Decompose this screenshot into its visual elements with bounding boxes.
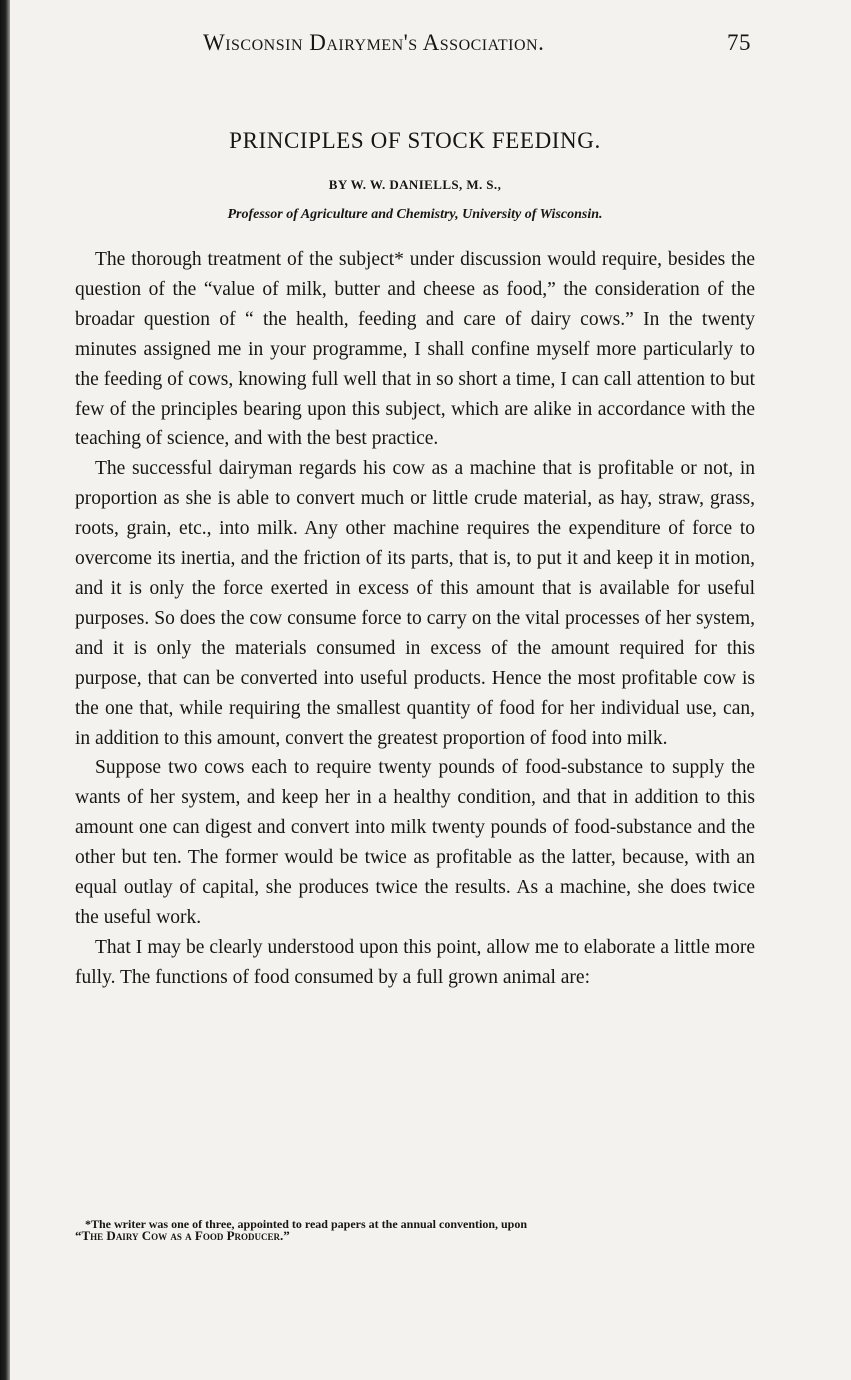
page-binding-edge [0,0,10,1380]
page-number: 75 [727,30,751,55]
article-body [75,245,755,993]
paragraph-3: Suppose two cows each to require twenty pounds of food-substance to supply the wants of her system, and keep her in a healthy condition, and that in addition to this amount one can digest and convert into milk twenty pounds of food-substance and the other but ten. The former would be twice as profitable as the latter, because, with an equal outlay of capital, she produces twice the results. As a machine, she does twice the useful work. [75,757,755,928]
article-byline: BY W. W. DANIELLS, M. S., [328,177,502,192]
article-title: PRINCIPLES OF STOCK FEEDING. [229,128,601,153]
footnote-text: *The writer was one of three, appointed to read papers at the annual convention, upon [85,1217,528,1231]
running-head-title: Wisconsin Dairymen's Association. [203,30,545,55]
paragraph-2: The successful dairyman regards his cow as a machine that is profitable or not, in proportion as she is able to convert much or little crude material, as hay, straw, grass, roots, grain, etc., into milk. Any other machine requires the expenditure of force to overcome its inertia, and the friction of its parts, that is, to put it and keep it in motion, and it is only the force exerted in excess of this amount that is available for useful purposes. So does the cow consume force to carry on the vital processes of her system, and it is only the materials consumed in excess of the amount required for this purpose, that can be converted into useful products. Hence the most profitable cow is the one that, while requiring the smallest quantity of food for her individual use, can, in addition to this amount, convert the greatest proportion of food into milk. [75,458,755,749]
footnote [75,1218,755,1242]
running-head [75,30,755,60]
paragraph-4: That I may be clearly understood upon this point, allow me to elaborate a little more fully. The functions of food consumed by a full grown animal are: [75,936,755,988]
footnote-topic: “The Dairy Cow as a Food Producer.” [75,1228,290,1243]
author-affiliation: Professor of Agriculture and Chemistry, University of Wisconsin. [227,207,603,222]
paragraph-1: The thorough treatment of the subject* under discussion would require, besides the question of the “value of milk, butter and cheese as food,” the consideration of the broadar question of “ the health, feeding and care of dairy cows.” In the twenty minutes assigned me in your programme, I shall confine myself more particularly to the feeding of cows, knowing full well that in so short a time, I can call attention to but few of the principles bearing upon this subject, which are alike in accordance with the teaching of science, and with the best practice. [75,249,755,450]
